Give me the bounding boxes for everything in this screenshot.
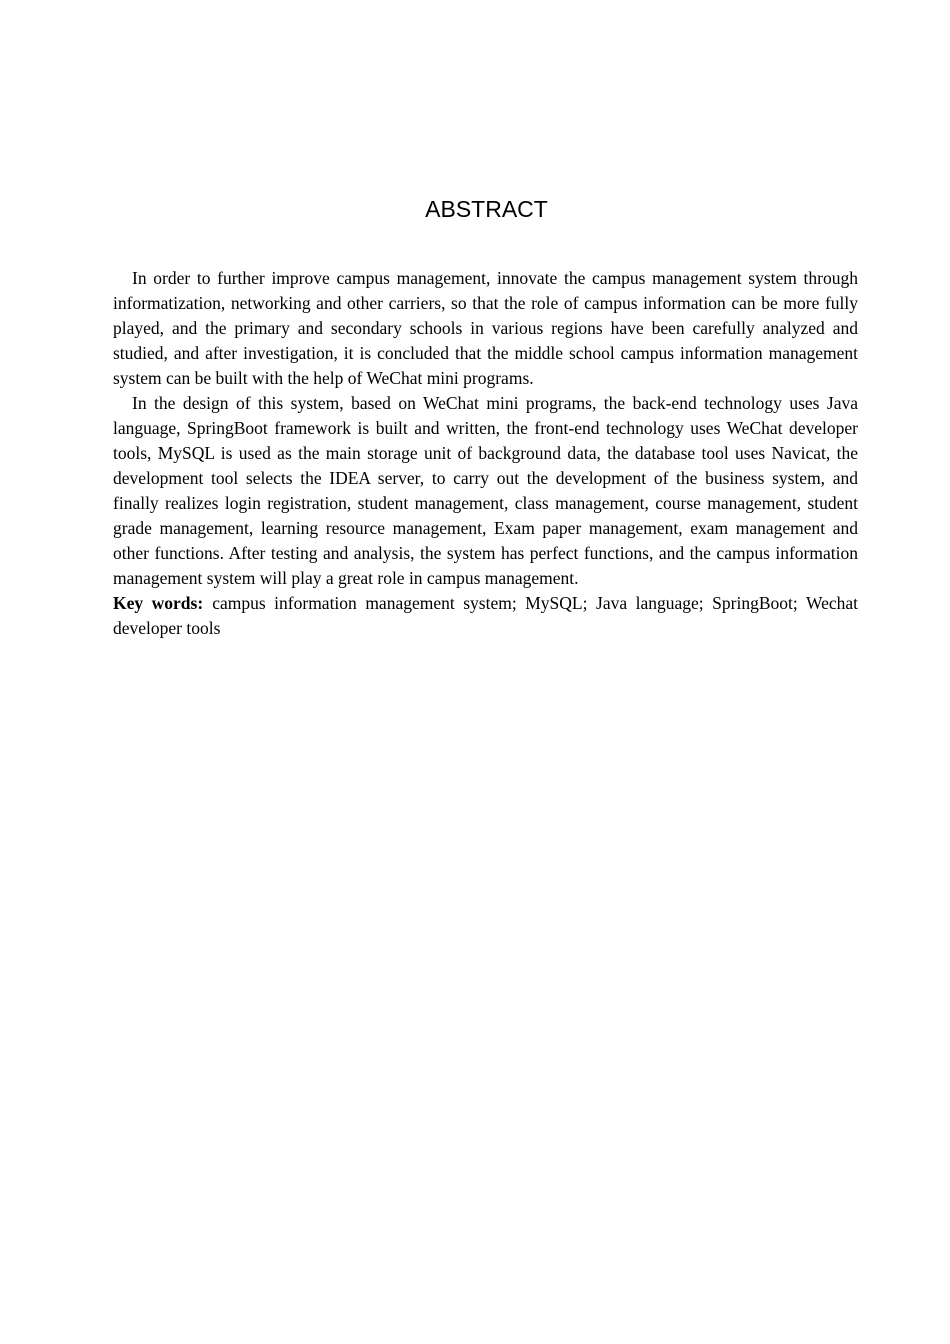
abstract-title: ABSTRACT (425, 196, 548, 222)
keywords-label: Key words: (113, 593, 204, 613)
abstract-body (113, 266, 858, 641)
keywords-line (113, 591, 858, 641)
abstract-paragraph-2: In the design of this system, based on WeChat mini programs, the back-end technology uses Java language, SpringBoot framework is built and written, the front-end technology uses WeChat developer tools, MySQL is used as the main storage unit of background data, the database tool uses Navicat, the development tool selects the IDEA server, to carry out the development of the business system, and finally realizes login registration, student management, class management, course management, student grade management, learning resource management, Exam paper management, exam management and other functions. After testing and analysis, the system has perfect functions, and the campus information management system will play a great role in campus management. (113, 393, 858, 588)
abstract-paragraph-1: In order to further improve campus management, innovate the campus management system through informatization, networking and other carriers, so that the role of campus information can be more fully played, and the primary and secondary schools in various regions have been carefully analyzed and studied, and after investigation, it is concluded that the middle school campus information management system can be built with the help of WeChat mini programs. (113, 268, 858, 388)
keywords-text: campus information management system; MySQL; Java language; SpringBoot; Wechat developer tools (113, 593, 858, 638)
